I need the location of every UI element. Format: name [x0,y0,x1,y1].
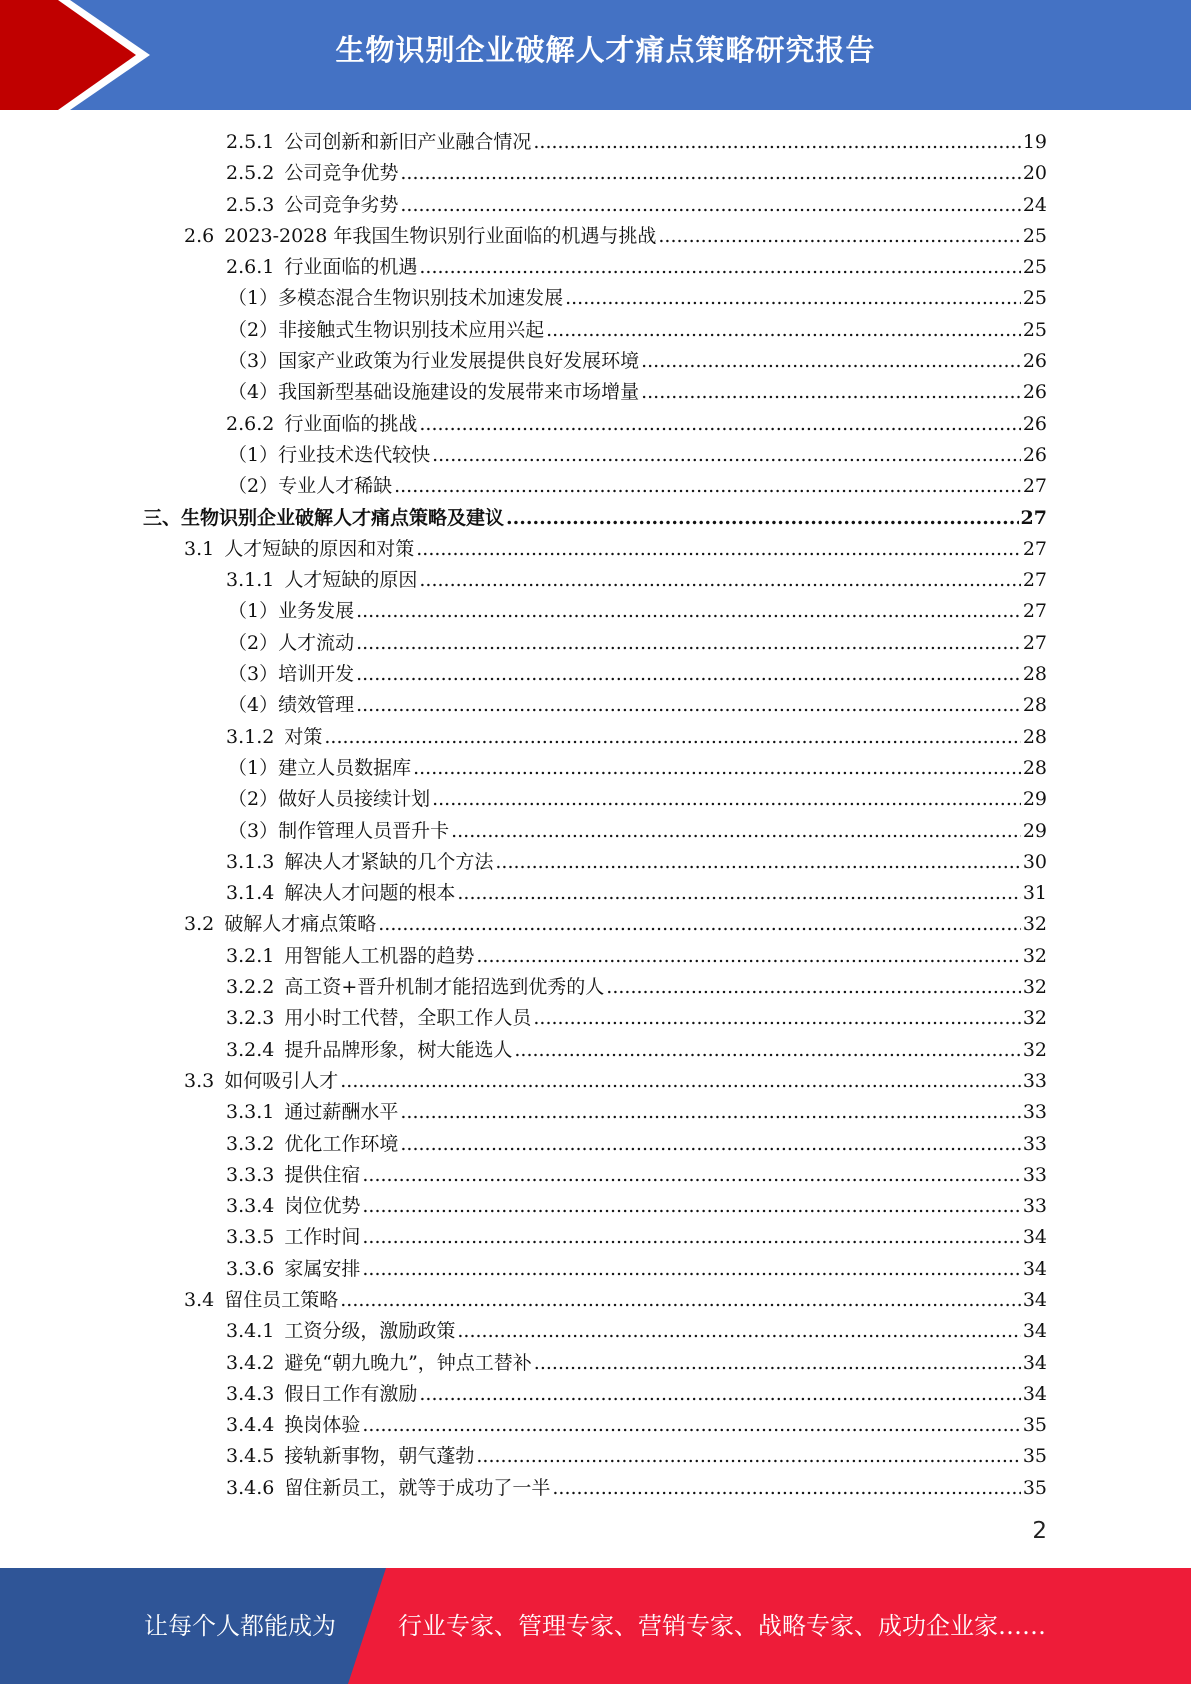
toc-entry-page: 26 [1022,381,1047,404]
toc-dot-leader [413,753,1021,784]
table-of-contents [0,127,1191,1504]
toc-entry-title: 人才短缺的原因 [284,569,418,592]
toc-dot-leader [606,972,1021,1003]
toc-entry[interactable] [0,784,1191,815]
toc-entry-page: 34 [1022,1288,1047,1311]
toc-entry-page: 33 [1022,1069,1047,1092]
toc-entry-page: 33 [1022,1195,1047,1218]
toc-entry-title: 提供住宿 [284,1163,361,1186]
toc-entry-title: （2）做好人员接续计划 [228,788,431,811]
toc-entry-title: （4）我国新型基础设施建设的发展带来市场增量 [228,381,640,404]
toc-entry[interactable] [0,503,1191,534]
toc-entry-title: 行业面临的机遇 [284,256,418,279]
toc-entry[interactable] [0,1035,1191,1066]
toc-entry-number: 3.2.2 [226,976,275,999]
toc-entry-page: 28 [1022,663,1047,686]
toc-dot-leader [565,283,1021,314]
toc-entry-page: 24 [1022,193,1047,216]
toc-entry[interactable] [0,1316,1191,1347]
toc-entry-number: 2.5.1 [226,131,275,153]
toc-entry[interactable] [0,596,1191,627]
toc-entry-number: 2.5.2 [226,162,275,185]
toc-entry-page: 19 [1022,131,1047,153]
toc-entry[interactable] [0,1410,1191,1441]
toc-entry-number: 3.3 [184,1069,215,1092]
toc-entry-number: 2.6.2 [226,412,275,435]
toc-entry[interactable] [0,221,1191,252]
toc-entry-title: （3）制作管理人员晋升卡 [228,819,450,842]
page-footer [0,1568,1191,1684]
toc-entry[interactable] [0,847,1191,878]
toc-entry[interactable] [0,1285,1191,1316]
toc-dot-leader [533,127,1020,158]
toc-entry-page: 20 [1022,162,1047,185]
toc-dot-leader [419,409,1020,440]
toc-entry-page: 28 [1022,756,1047,779]
toc-dot-leader [546,315,1021,346]
toc-entry-title: 用小时工代替，全职工作人员 [284,1007,532,1030]
toc-entry-title: （3）培训开发 [228,663,355,686]
toc-dot-leader [432,440,1021,471]
toc-entry-page: 35 [1022,1414,1047,1437]
toc-entry[interactable] [0,1160,1191,1191]
toc-entry[interactable] [0,1348,1191,1379]
toc-entry[interactable] [0,753,1191,784]
toc-entry[interactable] [0,1379,1191,1410]
toc-entry-page: 33 [1022,1101,1047,1124]
toc-dot-leader [495,847,1020,878]
toc-entry-page: 32 [1022,1007,1047,1030]
toc-dot-leader [356,596,1021,627]
toc-entry-page: 32 [1022,944,1047,967]
toc-entry[interactable] [0,1222,1191,1253]
toc-entry[interactable] [0,534,1191,565]
toc-entry-page: 25 [1022,287,1047,310]
toc-entry[interactable] [0,690,1191,721]
toc-entry-title: （1）行业技术迭代较快 [228,443,431,466]
toc-entry-page: 25 [1022,256,1047,279]
toc-entry-number: 3.3.2 [226,1132,275,1155]
toc-entry-number: 3.4.5 [226,1445,275,1468]
document-title: 生物识别企业破解人才痛点策略研究报告 [335,33,876,67]
page-header [0,0,1191,110]
toc-entry-title: 岗位优势 [284,1195,361,1218]
toc-entry-number: 2.6.1 [226,256,275,279]
toc-entry-number: 3.1.2 [226,725,275,748]
toc-entry-page: 32 [1022,1038,1047,1061]
toc-entry[interactable] [0,1129,1191,1160]
toc-entry[interactable] [0,1254,1191,1285]
toc-entry-title: 接轨新事物，朝气蓬勃 [284,1445,475,1468]
toc-entry-number: 3.3.1 [226,1101,275,1124]
toc-dot-leader [400,190,1020,221]
toc-dot-leader [362,1254,1020,1285]
toc-dot-leader [356,628,1021,659]
page-number: 2 [1032,1518,1047,1544]
toc-dot-leader [658,221,1020,252]
toc-entry[interactable] [0,722,1191,753]
toc-entry-page: 27 [1022,475,1047,498]
toc-entry-title: 公司竞争劣势 [284,193,399,216]
toc-entry-title: 如何吸引人才 [224,1069,339,1092]
toc-entry-title: （1）建立人员数据库 [228,756,412,779]
toc-entry[interactable] [0,1003,1191,1034]
toc-entry[interactable] [0,565,1191,596]
toc-dot-leader [362,1410,1020,1441]
toc-dot-leader [394,471,1021,502]
toc-entry[interactable] [0,1473,1191,1504]
toc-entry-number: 3.1.3 [226,850,275,873]
toc-entry-page: 32 [1022,913,1047,936]
toc-entry-title: 留住员工策略 [224,1288,339,1311]
toc-entry-title: 留住新员工，就等于成功了一半 [284,1476,551,1499]
toc-entry-page: 30 [1022,850,1047,873]
toc-entry-page: 34 [1022,1382,1047,1405]
toc-entry-page: 26 [1022,412,1047,435]
toc-dot-leader [432,784,1021,815]
toc-entry-title: 换岗体验 [284,1414,361,1437]
toc-entry[interactable] [0,440,1191,471]
toc-entry[interactable] [0,909,1191,940]
toc-entry[interactable] [0,252,1191,283]
toc-entry-title: 解决人才问题的根本 [284,882,456,905]
footer-slogan-right: 行业专家、管理专家、营销专家、战略专家、成功企业家…… [398,1612,1046,1640]
toc-entry-number: 3.4.3 [226,1382,275,1405]
toc-entry-title: （2）非接触式生物识别技术应用兴起 [228,318,545,341]
toc-dot-leader [400,158,1020,189]
toc-entry-number: 3.2 [184,913,215,936]
toc-dot-leader [356,659,1021,690]
toc-entry-title: 家属安排 [284,1257,361,1280]
toc-entry-title: 2023-2028 年我国生物识别行业面临的机遇与挑战 [224,224,657,247]
toc-entry[interactable] [0,1097,1191,1128]
toc-entry[interactable] [0,127,1191,158]
toc-dot-leader [416,534,1021,565]
toc-entry-number: 3.3.6 [226,1257,275,1280]
toc-entry[interactable] [0,659,1191,690]
toc-entry-page: 31 [1022,882,1047,905]
toc-dot-leader [534,1348,1021,1379]
toc-entry-title: 公司创新和新旧产业融合情况 [284,131,532,153]
toc-dot-leader [419,252,1020,283]
toc-entry-page: 33 [1022,1132,1047,1155]
toc-entry-title: （1）业务发展 [228,600,355,623]
toc-entry-title: （4）绩效管理 [228,694,355,717]
toc-entry[interactable] [0,1191,1191,1222]
toc-entry-page: 35 [1022,1445,1047,1468]
toc-entry-page: 28 [1022,694,1047,717]
toc-dot-leader [476,1441,1020,1472]
toc-entry-page: 26 [1022,443,1047,466]
toc-entry-page: 27 [1020,506,1047,529]
toc-entry[interactable] [0,158,1191,189]
toc-entry-page: 34 [1022,1226,1047,1249]
toc-dot-leader [506,503,1019,534]
toc-entry-title: 提升品牌形象，树大能选人 [284,1038,513,1061]
toc-dot-leader [419,565,1020,596]
toc-entry-title: （2）人才流动 [228,631,355,654]
toc-dot-leader [476,941,1020,972]
toc-entry[interactable] [0,941,1191,972]
toc-entry-page: 29 [1022,788,1047,811]
toc-entry-page: 27 [1022,537,1047,560]
toc-entry[interactable] [0,346,1191,377]
toc-entry-page: 27 [1022,631,1047,654]
toc-entry-number: 3.2.3 [226,1007,275,1030]
toc-dot-leader [451,816,1021,847]
toc-entry-page: 25 [1022,224,1047,247]
toc-entry-title: 工作时间 [284,1226,361,1249]
toc-entry-title: 假日工作有激励 [284,1382,418,1405]
toc-dot-leader [362,1191,1020,1222]
toc-entry-title: 工资分级，激励政策 [284,1320,456,1343]
toc-entry-title: （3）国家产业政策为行业发展提供良好发展环境 [228,350,640,373]
toc-entry-number: 3.4.2 [226,1351,275,1374]
toc-entry[interactable] [0,816,1191,847]
toc-entry-number: 2.5.3 [226,193,275,216]
toc-entry-number: 3.2.1 [226,944,275,967]
toc-entry-title: 行业面临的挑战 [284,412,418,435]
toc-entry-page: 32 [1022,976,1047,999]
toc-entry-title: 公司竞争优势 [284,162,399,185]
toc-entry-number: 3.4.4 [226,1414,275,1437]
toc-entry-page: 34 [1022,1351,1047,1374]
toc-entry-page: 29 [1022,819,1047,842]
toc-entry-number: 3.3.3 [226,1163,275,1186]
toc-dot-leader [457,1316,1020,1347]
toc-entry[interactable] [0,628,1191,659]
toc-entry-title: 用智能人工机器的趋势 [284,944,475,967]
toc-entry-title: （1）多模态混合生物识别技术加速发展 [228,287,564,310]
toc-entry[interactable] [0,190,1191,221]
toc-dot-leader [362,1160,1020,1191]
toc-entry-page: 34 [1022,1320,1047,1343]
toc-dot-leader [419,1379,1020,1410]
toc-entry-number: 2.6 [184,224,215,247]
toc-entry[interactable] [0,878,1191,909]
toc-entry-title: 优化工作环境 [284,1132,399,1155]
toc-entry-title: 对策 [284,725,323,748]
toc-entry[interactable] [0,1066,1191,1097]
toc-entry-title: 高工资+晋升机制才能招选到优秀的人 [284,976,605,999]
toc-entry[interactable] [0,315,1191,346]
toc-entry-number: 3.1.1 [226,569,275,592]
toc-dot-leader [641,377,1021,408]
toc-entry-number: 3.1.4 [226,882,275,905]
toc-entry-number: 3.4 [184,1288,215,1311]
toc-entry-page: 25 [1022,318,1047,341]
toc-entry-title: （2）专业人才稀缺 [228,475,393,498]
toc-entry-title: 破解人才痛点策略 [224,913,377,936]
toc-entry-page: 33 [1022,1163,1047,1186]
toc-entry-number: 3.4.1 [226,1320,275,1343]
toc-entry-title: 避免“朝九晚九”，钟点工替补 [284,1351,532,1374]
toc-entry-number: 三、 [143,506,182,529]
toc-entry-title: 生物识别企业破解人才痛点策略及建议 [181,506,505,529]
toc-entry-title: 通过薪酬水平 [284,1101,399,1124]
toc-entry-page: 26 [1022,350,1047,373]
toc-dot-leader [362,1222,1020,1253]
toc-dot-leader [400,1097,1020,1128]
toc-entry-page: 27 [1022,600,1047,623]
toc-entry-page: 35 [1022,1476,1047,1499]
toc-dot-leader [552,1473,1020,1504]
toc-entry[interactable] [0,377,1191,408]
toc-dot-leader [514,1035,1020,1066]
toc-entry-page: 27 [1022,569,1047,592]
toc-entry[interactable] [0,409,1191,440]
toc-dot-leader [324,722,1020,753]
toc-entry-number: 3.3.5 [226,1226,275,1249]
toc-dot-leader [340,1285,1021,1316]
toc-dot-leader [340,1066,1021,1097]
toc-entry-title: 解决人才紧缺的几个方法 [284,850,494,873]
toc-dot-leader [457,878,1020,909]
toc-entry-number: 3.1 [184,537,215,560]
footer-slogan-left: 让每个人都能成为 [144,1612,336,1640]
toc-entry[interactable] [0,1441,1191,1472]
toc-dot-leader [400,1129,1020,1160]
toc-entry-number: 3.3.4 [226,1195,275,1218]
toc-entry[interactable] [0,972,1191,1003]
toc-entry-number: 3.2.4 [226,1038,275,1061]
toc-entry[interactable] [0,471,1191,502]
toc-entry-page: 34 [1022,1257,1047,1280]
toc-dot-leader [641,346,1021,377]
toc-entry-number: 3.4.6 [226,1476,275,1499]
toc-dot-leader [378,909,1021,940]
toc-dot-leader [533,1003,1020,1034]
toc-dot-leader [356,690,1021,721]
toc-entry[interactable] [0,283,1191,314]
toc-entry-page: 28 [1022,725,1047,748]
toc-entry-title: 人才短缺的原因和对策 [224,537,415,560]
